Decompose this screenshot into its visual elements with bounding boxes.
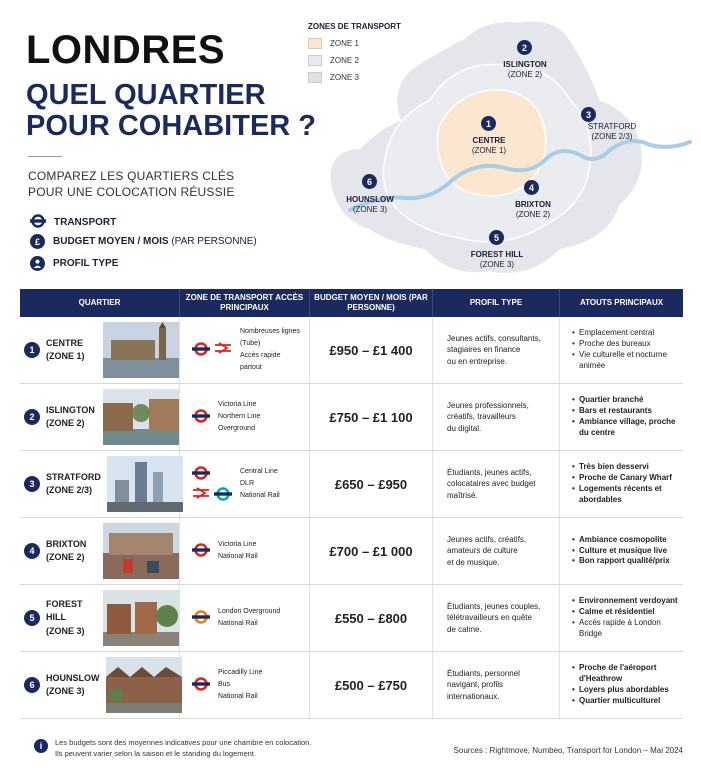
person-icon [30,256,45,271]
divider [28,156,62,157]
transport-line: Central Line [240,467,278,475]
atout-item: • Calme et résidentiel [572,607,683,618]
atout-item: • Culture et musique live [572,546,670,557]
quartier-photo [103,389,179,445]
col-header-transport: ZONE DE TRANSPORT ACCÈS PRINCIPAUX [180,289,310,317]
transport-line: National Rail [218,620,258,627]
tagline: COMPAREZ LES QUARTIERS CLÉS POUR UNE COLOCATION RÉUSSIE [28,169,235,200]
cell-transport [180,652,310,718]
transport-line: Overground [218,425,255,433]
comparison-table [20,289,683,719]
cell-quartier [20,317,180,383]
zone-legend-2: ZONE 2 [308,55,359,66]
cell-transport [180,451,310,517]
atout-item: • Emplacement central [572,328,683,339]
table-row [20,518,683,585]
map-marker-5: 5 [489,230,504,245]
pound-icon: £ [30,234,45,249]
quartier-photo [107,456,183,512]
zone-legend-3: ZONE 3 [308,72,359,83]
atout-item: • Proche des bureaux [572,339,683,350]
cell-profil: Jeunes professionnels, créatifs, travailleurs du digital. [433,384,560,450]
sources: Sources : Rightmove, Numbeo, Transport for London – Mai 2024 [453,746,683,755]
transport-line: Accès rapide [240,352,281,359]
cell-transport [180,317,310,383]
table-row [20,585,683,652]
legend-profil [30,256,118,271]
quartier-name: CENTRE (ZONE 1) [46,337,85,361]
table-body [20,317,683,719]
cell-profil: Jeunes actifs, créatifs, amateurs de culture et de musique. [433,518,560,584]
metro-roundel-icon [30,214,46,231]
zones-legend-title: ZONES DE TRANSPORT [308,22,401,31]
underground-roundel-icon [192,543,210,559]
map-label-stratford: STRATFORD (ZONE 2/3) [587,122,637,141]
budget-note: i Les budgets sont des moyennes indicatives pour une chambre en colocation. Ils peuvent varier selon la saison et le standing du logement. [34,738,311,759]
atout-item: • Proche de Canary Wharf [572,473,683,484]
row-number: 2 [24,409,40,425]
col-header-budget: BUDGET MOYEN / MOIS (PAR PERSONNE) [310,289,433,317]
transport-line: (Tube) [240,339,261,347]
row-number: 5 [24,610,40,626]
quartier-photo [103,523,179,579]
atout-item: • Accès rapide à London Bridge [572,618,683,640]
table-row [20,451,683,518]
atout-item: • Bon rapport qualité/prix [572,556,670,567]
atout-item: • Ambiance village, proche du centre [572,417,683,439]
map-marker-2: 2 [517,40,532,55]
map-label-forest-hill: FOREST HILL (ZONE 3) [470,250,524,269]
cell-quartier [20,384,180,450]
transport-line: Nombreuses lignes [240,327,300,335]
quartier-name: STRATFORD (ZONE 2/3) [46,471,101,495]
cell-atouts [560,451,683,517]
transport-line: Northern Line [218,412,261,420]
cell-profil: Jeunes actifs, consultants, stagiaires en finance ou en entreprise. [433,317,560,383]
transport-line: Piccadilly Line [218,668,263,676]
cell-profil: Étudiants, jeunes actifs, colocataires avec budget maîtrisé. [433,451,560,517]
col-header-quartier: QUARTIER [20,289,180,317]
cell-atouts [560,518,683,584]
cell-atouts [560,384,683,450]
quartier-photo [103,322,179,378]
quartier-name: BRIXTON (ZONE 2) [46,538,87,562]
transport-line: partout [240,364,262,372]
transport-line: Bus [218,680,231,688]
cell-transport [180,384,310,450]
atout-item: • Quartier multiculturel [572,696,683,707]
dlr-roundel-icon [214,487,232,503]
cell-quartier [20,652,180,718]
cell-atouts [560,317,683,383]
row-number: 4 [24,543,40,559]
cell-budget: £950 – £1 400 [310,317,433,383]
transport-line: Victoria Line [218,400,257,408]
row-number: 6 [24,677,40,693]
map-label-centre: CENTRE (ZONE 1) [471,136,507,155]
transport-line: National Rail [218,693,258,701]
legend-budget [30,234,257,249]
cell-budget: £500 – £750 [310,652,433,718]
quartier-name: FOREST HILL (ZONE 3) [46,599,85,636]
atout-item: • Loyers plus abordables [572,685,683,696]
national-rail-icon [214,342,232,358]
underground-roundel-icon [192,677,210,693]
zone-legend-1: ZONE 1 [308,38,359,49]
quartier-photo [106,657,182,713]
atout-item: • Proche de l'aéroport d'Heathrow [572,663,683,685]
cell-quartier [20,451,180,517]
cell-atouts [560,585,683,651]
map-label-brixton: BRIXTON (ZONE 2) [515,200,551,219]
table-header [20,289,683,317]
table-row [20,317,683,384]
overground-roundel-icon [192,610,210,626]
map-marker-6: 6 [362,174,377,189]
underground-roundel-icon [192,409,210,425]
transport-line: DLR [240,479,255,487]
quartier-name: HOUNSLOW (ZONE 3) [46,672,100,696]
underground-roundel-icon [192,466,210,482]
cell-budget: £700 – £1 000 [310,518,433,584]
legend-transport-label: TRANSPORT [54,217,117,228]
atout-item: • Vie culturelle et nocturne animée [572,350,683,372]
cell-quartier [20,585,180,651]
transport-line: National Rail [218,553,258,560]
page-title: LONDRES [26,28,226,72]
cell-profil: Étudiants, personnel navigant, profils internationaux. [433,652,560,718]
legend-transport [30,214,116,231]
map-marker-1: 1 [481,116,496,131]
cell-budget: £650 – £950 [310,451,433,517]
map-label-hounslow: HOUNSLOW (ZONE 3) [346,195,394,214]
cell-quartier [20,518,180,584]
map-label-islington: ISLINGTON (ZONE 2) [503,60,547,79]
atout-item: • Bars et restaurants [572,406,683,417]
map-marker-3: 3 [581,107,596,122]
cell-budget: £550 – £800 [310,585,433,651]
legend-budget-label: BUDGET MOYEN / MOIS [53,236,169,247]
atout-item: • Quartier branché [572,395,683,406]
cell-profil: Étudiants, jeunes couples, télétravailleurs en quête de calme. [433,585,560,651]
cell-atouts [560,652,683,718]
quartier-photo [103,590,179,646]
underground-roundel-icon [192,342,210,358]
atout-item: • Environnement verdoyant [572,596,683,607]
cell-transport [180,585,310,651]
atout-item: • Logements récents et abordables [572,484,683,506]
col-header-atouts: ATOUTS PRINCIPAUX [579,298,664,307]
legend-profil-label: PROFIL TYPE [53,258,119,269]
cell-transport [180,518,310,584]
atout-item: • Ambiance cosmopolite [572,535,670,546]
table-row [20,652,683,719]
legend-budget-note: (PAR PERSONNE) [171,236,257,247]
row-number: 3 [24,476,40,492]
col-header-profil: PROFIL TYPE [433,289,560,317]
transport-line: National Rail [240,492,280,500]
table-row [20,384,683,451]
page-subtitle: QUEL QUARTIER POUR COHABITER ? [26,79,316,143]
transport-line: Victoria Line [218,540,257,548]
national-rail-icon [192,487,210,503]
map-marker-4: 4 [524,180,539,195]
info-icon: i [34,739,48,753]
transport-line: London Overground [218,607,281,615]
atout-item: • Très bien desservi [572,462,683,473]
cell-budget: £750 – £1 100 [310,384,433,450]
row-number: 1 [24,342,40,358]
quartier-name: ISLINGTON (ZONE 2) [46,404,95,428]
